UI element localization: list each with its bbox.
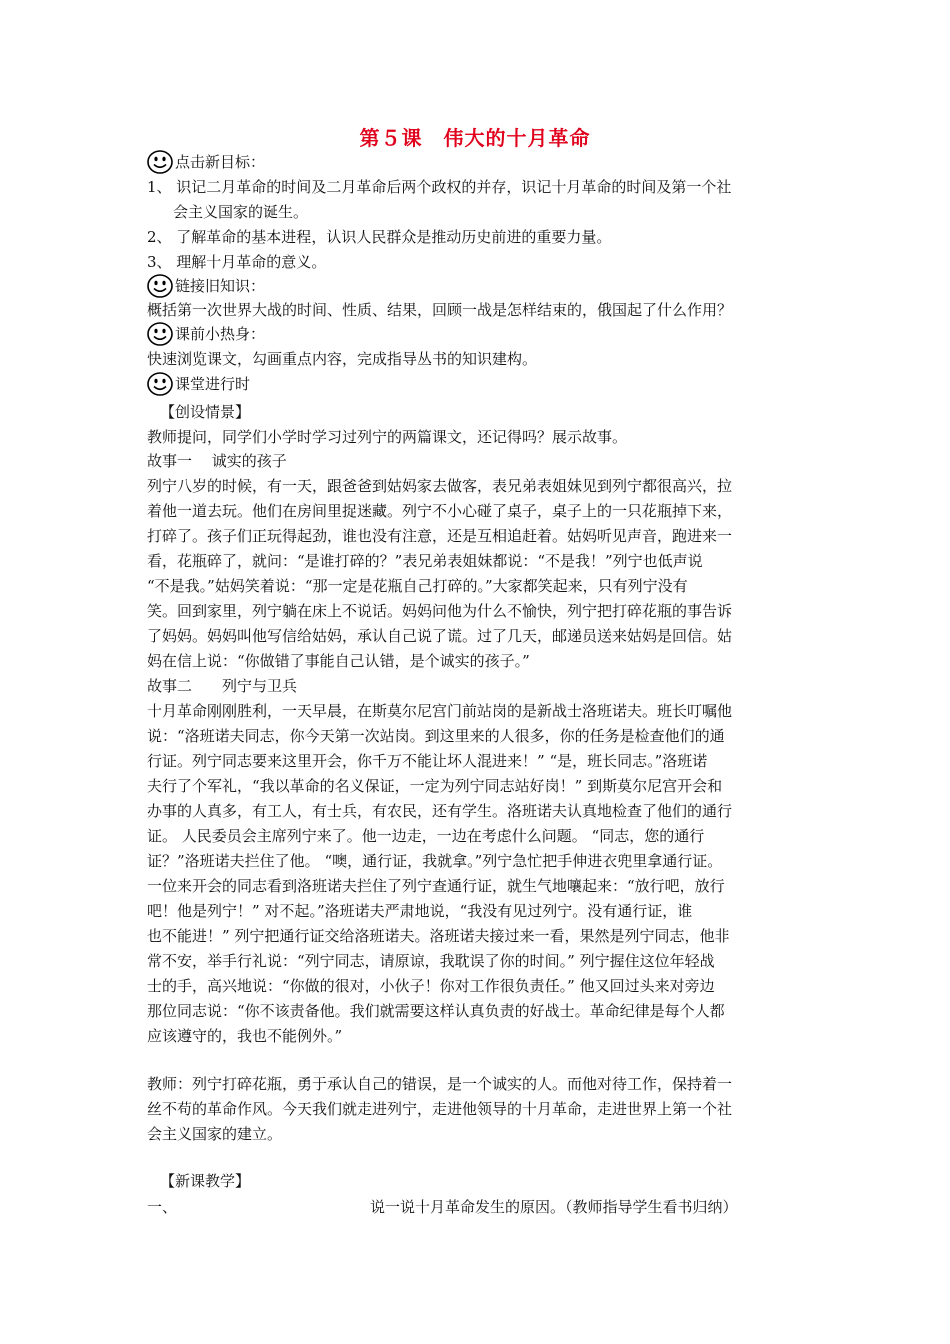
class-heading: 课堂进行时 bbox=[147, 372, 250, 396]
story2-line: 行证。列宁同志要来这里开会，你千万不能让坏人混进来！” “是，班长同志。”洛班诺 bbox=[147, 752, 708, 770]
teacher-line: 教师：列宁打碎花瓶，勇于承认自己的错误，是一个诚实的人。而他对待工作，保持着一 bbox=[147, 1075, 733, 1093]
story2-line: 十月革命刚刚胜利，一天早晨，在斯莫尔尼宫门前站岗的是新战士洛班诺夫。班长叮嘱他 bbox=[147, 702, 733, 720]
story1-line: “不是我。”姑妈笑着说：“那一定是花瓶自己打碎的。”大家都笑起来，只有列宁没有 bbox=[147, 577, 688, 595]
item1-text: 说一说十月革命发生的原因。（教师指导学生看书归纳） bbox=[370, 1198, 738, 1216]
story1-line: 笑。回到家里，列宁躺在床上不说话。妈妈问他为什么不愉快，列宁把打碎花瓶的事告诉 bbox=[147, 602, 733, 620]
story2-line: 一位来开会的同志看到洛班诺夫拦住了列宁查通行证，就生气地嚷起来：“放行吧，放行 bbox=[147, 877, 725, 895]
smiley-icon bbox=[147, 322, 173, 346]
story1-line: 列宁八岁的时候，有一天，跟爸爸到姑妈家去做客，表兄弟表姐妹见到列宁都很高兴，拉 bbox=[147, 477, 733, 495]
story2-line: 常不安，举手行礼说：“列宁同志，请原谅，我耽误了你的时间。” 列宁握住这位年轻战 bbox=[147, 952, 715, 970]
warmup-text: 快速浏览课文，勾画重点内容，完成指导丛书的知识建构。 bbox=[147, 350, 538, 368]
review-text: 概括第一次世界大战的时间、性质、结果，回顾一战是怎样结束的，俄国起了什么作用？ bbox=[147, 301, 733, 319]
goal-item: 3、 理解十月革命的意义。 bbox=[147, 253, 327, 271]
scene-intro: 教师提问，同学们小学时学习过列宁的两篇课文，还记得吗？展示故事。 bbox=[147, 428, 628, 446]
item1-number: 一、 bbox=[147, 1198, 178, 1216]
teacher-line: 会主义国家的建立。 bbox=[147, 1125, 283, 1143]
goals-heading: 点击新目标： bbox=[147, 150, 265, 174]
story1-line: 看，花瓶碎了，就问：“是谁打碎的？”表兄弟表姐妹都说：“不是我！”列宁也低声说 bbox=[147, 552, 703, 570]
goal-item: 会主义国家的诞生。 bbox=[173, 203, 309, 221]
story2-line: 那位同志说：“你不该责备他。我们就需要这样认真负责的好战士。革命纪律是每个人都 bbox=[147, 1002, 725, 1020]
story2-title: 故事二 列宁与卫兵 bbox=[147, 677, 298, 695]
new-lesson-heading: 【新课教学】 bbox=[160, 1172, 251, 1190]
goal-item: 2、 了解革命的基本进程，认识人民群众是推动历史前进的重要力量。 bbox=[147, 228, 612, 246]
story2-line: 证？”洛班诺夫拦住了他。 “噢，通行证，我就拿。”列宁急忙把手伸进衣兜里拿通行证。 bbox=[147, 852, 723, 870]
story1-line: 着他一道去玩。他们在房间里捉迷藏。列宁不小心碰了桌子，桌子上的一只花瓶掉下来， bbox=[147, 502, 733, 520]
story1-title: 故事一 诚实的孩子 bbox=[147, 452, 287, 470]
page-title: 第５课 伟大的十月革命 bbox=[359, 126, 591, 150]
smiley-icon bbox=[147, 372, 173, 396]
story2-line: 办事的人真多，有工人，有士兵，有农民，还有学生。洛班诺夫认真地检查了他们的通行 bbox=[147, 802, 733, 820]
warmup-heading: 课前小热身： bbox=[147, 322, 265, 346]
story1-line: 打碎了。孩子们正玩得起劲，谁也没有注意，还是互相追赶着。姑妈听见声音，跑进来一 bbox=[147, 527, 733, 545]
story2-line: 应该遵守的，我也不能例外。” bbox=[147, 1027, 343, 1045]
story2-line: 夫行了个军礼，“我以革命的名义保证，一定为列宁同志站好岗！” 到斯莫尔尼宫开会和 bbox=[147, 777, 723, 795]
goal-item: 1、 识记二月革命的时间及二月革命后两个政权的并存，识记十月革命的时间及第一个社 bbox=[147, 178, 732, 196]
story2-line: 吧！他是列宁！” 对不起。”洛班诺夫严肃地说，“我没有见过列宁。没有通行证，谁 bbox=[147, 902, 693, 920]
story1-line: 了妈妈。妈妈叫他写信给姑妈，承认自己说了谎。过了几天，邮递员送来姑妈是回信。姑 bbox=[147, 627, 733, 645]
scene-heading: 【创设情景】 bbox=[160, 403, 251, 421]
smiley-icon bbox=[147, 150, 173, 174]
story2-line: 说：“洛班诺夫同志，你今天第一次站岗。到这里来的人很多，你的任务是检查他们的通 bbox=[147, 727, 725, 745]
smiley-icon bbox=[147, 274, 173, 298]
story1-line: 妈在信上说：“你做错了事能自己认错，是个诚实的孩子。” bbox=[147, 652, 530, 670]
teacher-line: 丝不苟的革命作风。今天我们就走进列宁，走进他领导的十月革命，走进世界上第一个社 bbox=[147, 1100, 733, 1118]
review-heading: 链接旧知识： bbox=[147, 274, 265, 298]
story2-line: 也不能进！” 列宁把通行证交给洛班诺夫。洛班诺夫接过来一看，果然是列宁同志，他非 bbox=[147, 927, 730, 945]
story2-line: 证。 人民委员会主席列宁来了。他一边走，一边在考虑什么问题。 “同志，您的通行 bbox=[147, 827, 705, 845]
story2-line: 士的手，高兴地说：“你做的很对，小伙子！你对工作很负责任。” 他又回过头来对旁边 bbox=[147, 977, 715, 995]
